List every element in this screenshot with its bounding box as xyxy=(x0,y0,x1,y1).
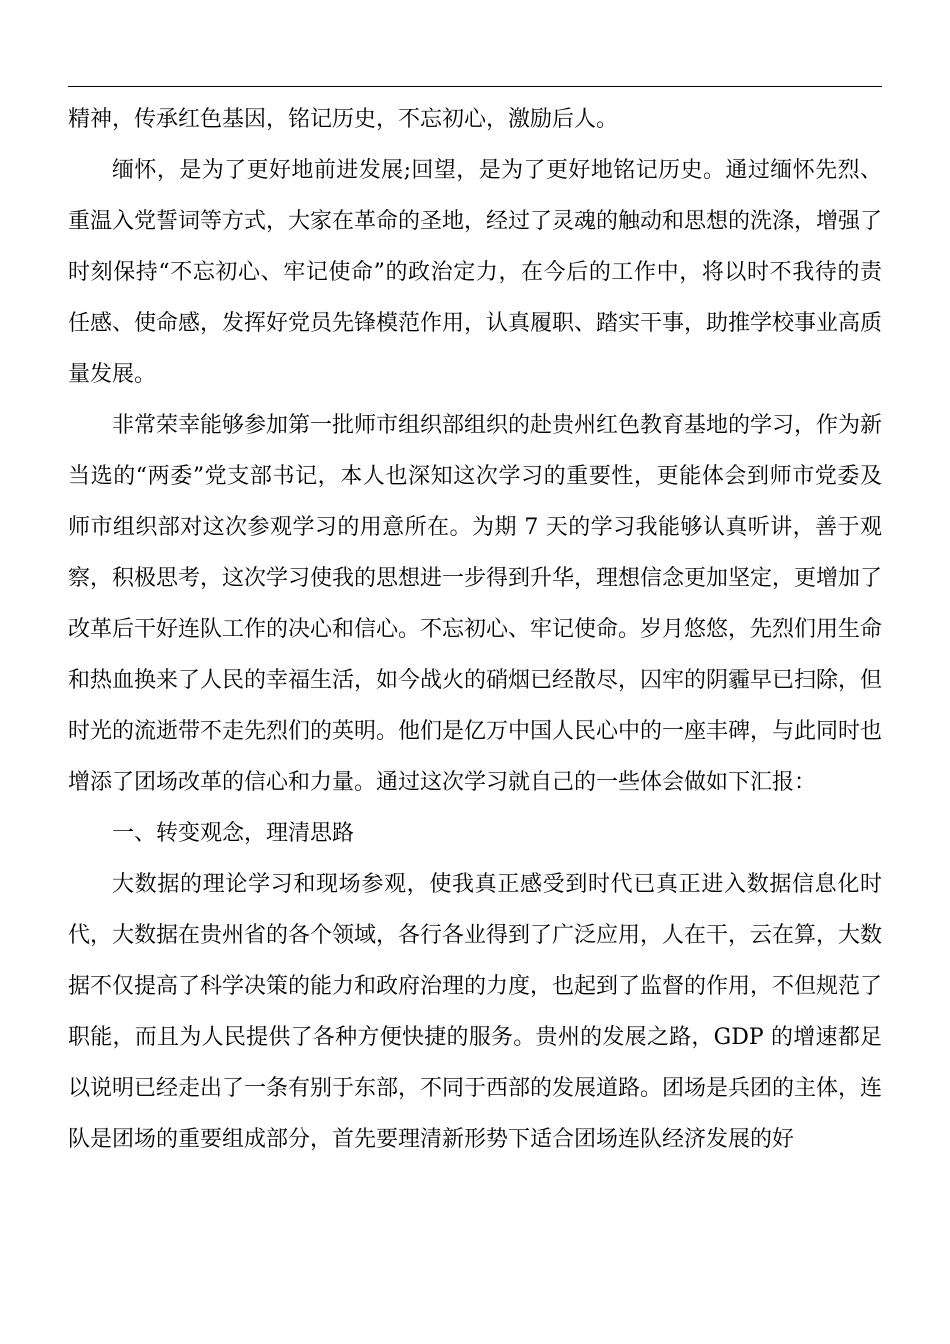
paragraph-continuation: 精神，传承红色基因，铭记历史，不忘初心，激励后人。 xyxy=(68,107,619,132)
section-heading: 一、转变观念，理清思路 xyxy=(112,821,355,846)
document-body xyxy=(68,94,882,1165)
paragraph-remembrance: 缅怀，是为了更好地前进发展;回望，是为了更好地铭记历史。通过缅怀先烈、重温入党誓词等方式，大家在革命的圣地，经过了灵魂的触动和思想的洗涤，增强了时刻保持“不忘初心、牢记使命”的政治定力，在今后的工作中，将以时不我待的责任感、使命感，发挥好党员先锋模范作用，认真履职、踏实干事，助推学校事业高质量发展。 xyxy=(68,158,883,387)
header-rule xyxy=(68,86,882,87)
paragraph-study-report: 非常荣幸能够参加第一批师市组织部组织的赴贵州红色教育基地的学习，作为新当选的“两委”党支部书记，本人也深知这次学习的重要性，更能体会到师市党委及师市组织部对这次参观学习的用意所在。为期 7 天的学习我能够认真听讲，善于观察，积极思考，这次学习使我的思想进一步得到升华，理想信念更加坚定，更增加了改革后干好连队工作的决心和信心。不忘初心、牢记使命。岁月悠悠，先烈们用生命和热血换来了人民的幸福生活，如今战火的硝烟已经散尽，囚牢的阴霾早已扫除，但时光的流逝带不走先烈们的英明。他们是亿万中国人民心中的一座丰碑，与此同时也增添了团场改革的信心和力量。通过这次学习就自己的一些体会做如下汇报： xyxy=(68,413,883,795)
paragraph-big-data: 大数据的理论学习和现场参观，使我真正感受到时代已真正进入数据信息化时代，大数据在贵州省的各个领域，各行各业得到了广泛应用，人在干，云在算，大数据不仅提高了科学决策的能力和政府治理的力度，也起到了监督的作用，不但规范了职能，而且为人民提供了各种方便快捷的服务。贵州的发展之路，GDP 的增速都足以说明已经走出了一条有别于东部，不同于西部的发展道路。团场是兵团的主体，连队是团场的重要组成部分，首先要理清新形势下适合团场连队经济发展的好 xyxy=(68,872,883,1152)
